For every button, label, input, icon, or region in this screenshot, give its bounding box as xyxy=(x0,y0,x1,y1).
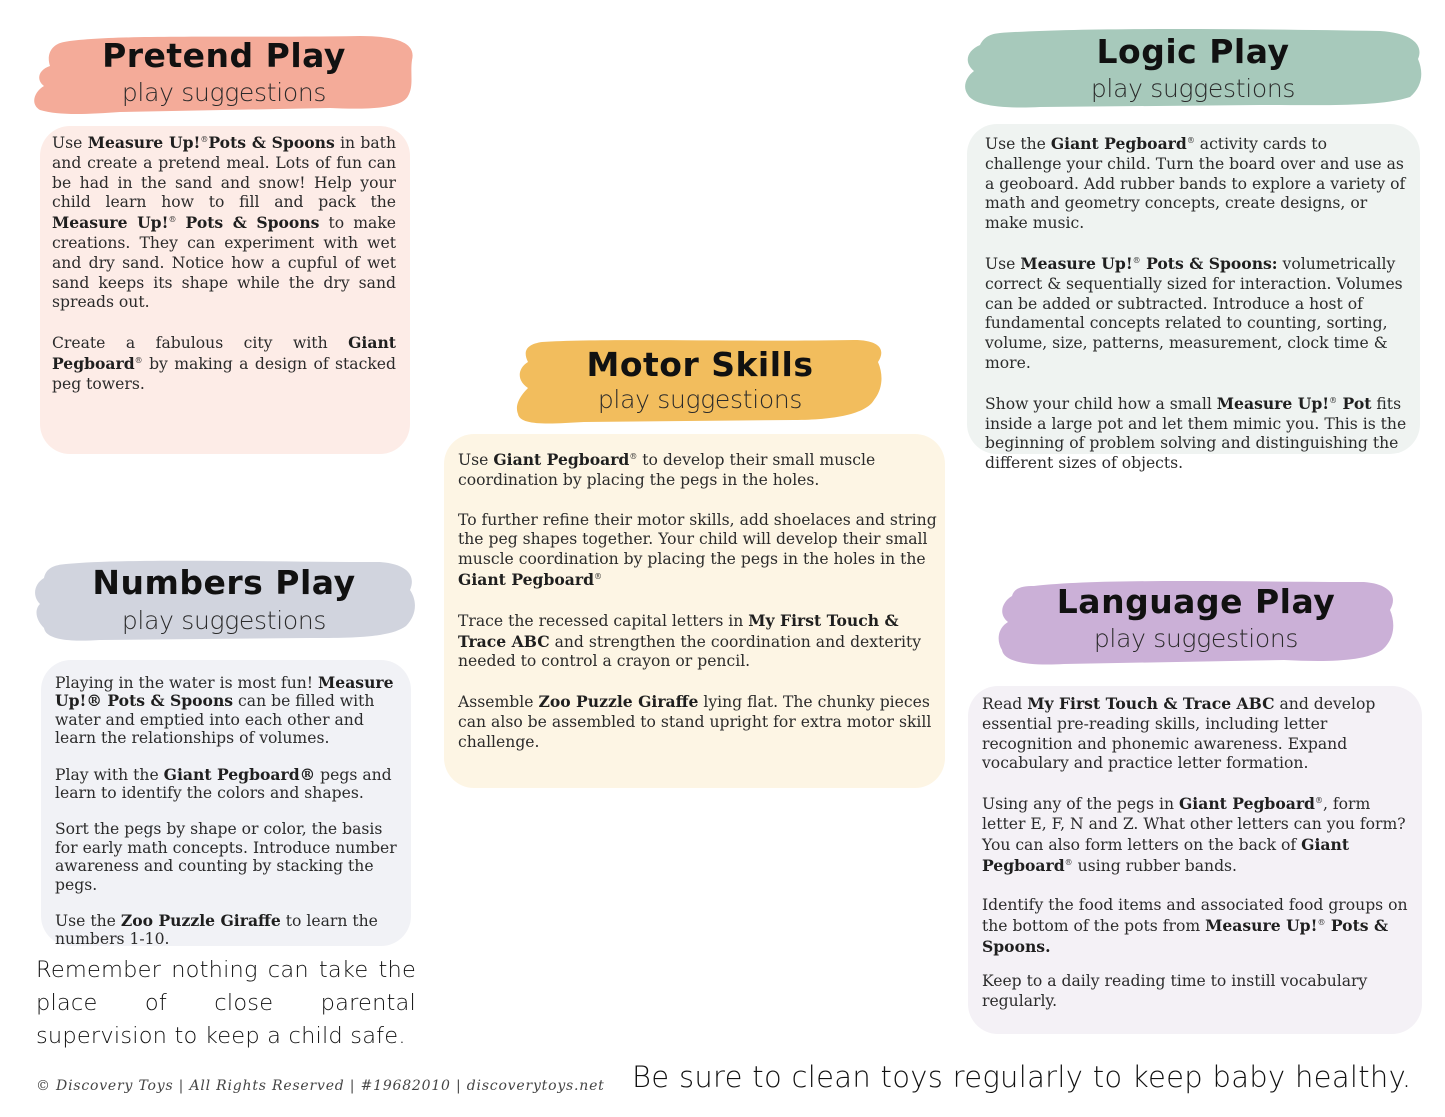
numbers-paragraph-1: Playing in the water is most fun! Measure Up!® Pots & Spoons can be filled with water and emptied into each other and learn the relationships of volumes. xyxy=(55,673,394,748)
motor-title: Motor Skills xyxy=(586,345,814,384)
logic-play-card xyxy=(967,124,1420,473)
numbers-play-banner xyxy=(30,556,418,648)
language-paragraph-3: Identify the food items and associated food groups on the bottom of the pots from Measure Up!® Pots & Spoons. xyxy=(982,896,1408,956)
language-subtitle: play suggestions xyxy=(1093,624,1299,653)
language-paragraph-1: Read My First Touch & Trace ABC and develop essential pre-reading skills, including letter recognition and phonemic awareness. Expand vocabulary and practice letter formation. xyxy=(982,694,1376,773)
logic-paragraph-3: Show your child how a small Measure Up!® Pot fits inside a large pot and let them mimic you. This is the beginning of problem solving and distinguishing the different sizes of objects. xyxy=(985,393,1407,473)
numbers-paragraph-3: Sort the pegs by shape or color, the basis for early math concepts. Introduce number awareness and counting by stacking the pegs. xyxy=(55,820,397,894)
motor-paragraph-2: To further refine their motor skills, add shoelaces and string the peg shapes together. Your child will develop their small muscle coordination by placing the pegs in the holes in the Giant Pegboard® xyxy=(458,510,937,589)
motor-paragraph-3: Trace the recessed capital letters in My First Touch & Trace ABC and strengthen the coordination and dexterity needed to control a crayon or pencil. xyxy=(458,610,922,671)
cleaning-note: Be sure to clean toys regularly to keep baby healthy. xyxy=(632,1060,1412,1094)
motor-subtitle: play suggestions xyxy=(597,385,803,414)
safety-reminder: Remember nothing can take the place of close parental supervision to keep a child safe. xyxy=(36,957,416,1049)
pretend-title: Pretend Play xyxy=(102,36,346,75)
pretend-play-card xyxy=(40,126,410,454)
pretend-play-banner xyxy=(30,30,418,122)
language-paragraph-4: Keep to a daily reading time to instill vocabulary regularly. xyxy=(982,971,1368,1010)
logic-play-banner xyxy=(960,25,1426,117)
logic-subtitle: play suggestions xyxy=(1090,74,1296,103)
pretend-subtitle: play suggestions xyxy=(121,78,327,107)
language-title: Language Play xyxy=(1056,582,1336,621)
logic-paragraph-1: Use the Giant Pegboard® activity cards to challenge your child. Turn the board over and use as a geoboard. Add rubber bands to explore a variety of math and geometry concepts, create designs, or make music. xyxy=(985,134,1406,233)
pretend-paragraph-1: Use Measure Up!®Pots & Spoons in bath and create a pretend meal. Lots of fun can be had in the sand and snow! Help your child learn how to fill and pack the Measure Up!® Pots & Spoons to make creations. They can experiment with wet and dry sand. Notice how a cupful of wet sand keeps its shape while the dry sand spreads out. xyxy=(52,133,396,312)
language-play-banner xyxy=(994,576,1398,672)
logic-title: Logic Play xyxy=(1096,32,1290,71)
logic-paragraph-2: Use Measure Up!® Pots & Spoons: volumetrically correct & sequentially sized for interaction. Volumes can be added or subtracted. Introduce a host of fundamental concepts related to counting, sorting, volume, size, patterns, measurement, clock time & more. xyxy=(985,253,1403,372)
numbers-title: Numbers Play xyxy=(92,563,356,602)
motor-paragraph-1: Use Giant Pegboard® to develop their small muscle coordination by placing the pegs in the holes. xyxy=(458,450,876,489)
language-play-card xyxy=(968,686,1422,1034)
numbers-subtitle: play suggestions xyxy=(121,606,327,635)
copyright-footer: © Discovery Toys | All Rights Reserved | #19682010 | discoverytoys.net xyxy=(36,1078,605,1094)
numbers-paragraph-2: Play with the Giant Pegboard® pegs and learn to identify the colors and shapes. xyxy=(55,764,392,803)
numbers-play-card xyxy=(41,660,411,949)
language-paragraph-2: Using any of the pegs in Giant Pegboard®, form letter E, F, N and Z. What other letters can you form? You can also form letters on the back of Giant Pegboard® using rubber bands. xyxy=(982,794,1406,875)
motor-skills-card xyxy=(444,434,945,788)
motor-paragraph-4: Assemble Zoo Puzzle Giraffe lying flat. The chunky pieces can also be assembled to stand upright for extra motor skill challenge. xyxy=(458,692,932,751)
pretend-paragraph-2: Create a fabulous city with Giant Pegboard® by making a design of stacked peg towers. xyxy=(52,333,396,393)
motor-skills-banner xyxy=(514,336,886,428)
numbers-paragraph-4: Use the Zoo Puzzle Giraffe to learn the numbers 1-10. xyxy=(55,911,378,949)
